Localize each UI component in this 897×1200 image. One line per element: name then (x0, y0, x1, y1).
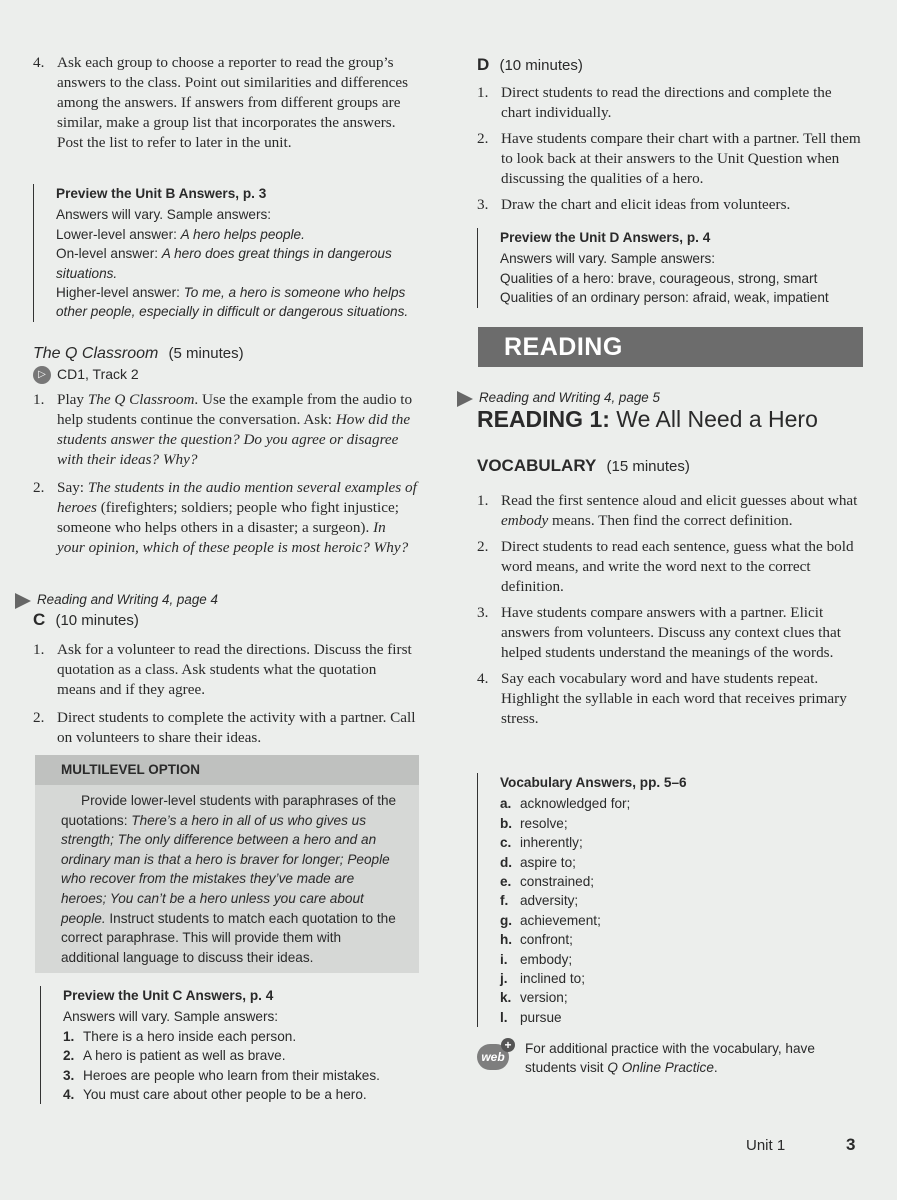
list-item: 1. Read the first sentence aloud and elicit guesses about what embody means. Then find the correct definition. (477, 492, 858, 529)
triangle-icon (15, 593, 31, 609)
list-item: 1. Play The Q Classroom. Use the example from the audio to help students continue the conversation. Ask: How did the students answer the question? Do you agree or disagree with their ideas? Why? (33, 391, 413, 468)
plus-icon: + (501, 1038, 515, 1052)
multilevel-body: Provide lower-level students with paraphrases of the quotations: There’s a hero in all of us who gives us strength; The only difference between a hero and an ordinary man is that a hero is braver for longer; People who recover from the mistakes they’ve made are heroes; You can’t be a hero unless you care about people. Instruct students to match each quotation to the correct paraphrase. This will provide them with additional language to discuss their ideas. (61, 793, 397, 965)
list-item: 3. Have students compare answers with a partner. Elicit answers from volunteers. Discuss any context clues that helped students understand the meanings of the words. (477, 604, 841, 661)
cd-audio-icon: ▷ (33, 366, 51, 384)
section-c-heading: C (10 minutes) (33, 610, 139, 629)
section-d-list (477, 83, 862, 220)
list-item: 1. Direct students to read the directions and complete the chart individually. (477, 84, 832, 121)
list-item: a. acknowledged for; (500, 796, 631, 812)
unit-label: Unit 1 (746, 1137, 786, 1154)
page-reference-reading: Reading and Writing 4, page 5 (457, 390, 660, 405)
q-classroom-heading: The Q Classroom (5 minutes) (33, 345, 244, 362)
list-item: g. achievement; (500, 912, 601, 928)
vocabulary-answers-title: Vocabulary Answers, pp. 5–6 (500, 775, 687, 790)
multilevel-title: MULTILEVEL OPTION (35, 755, 419, 785)
answer-line: On-level answer: A hero does great things in dangerous situations. (56, 246, 392, 281)
preview-c-list (63, 1027, 403, 1105)
vocabulary-answers-box (477, 773, 800, 1027)
section-c-list (33, 640, 417, 753)
list-item: 4. Say each vocabulary word and have students repeat. Highlight the syllable in each word that receives primary stress. (477, 670, 847, 727)
list-item: c. inherently; (500, 835, 583, 851)
vocabulary-heading: VOCABULARY (15 minutes) (477, 456, 690, 475)
list-item: 1. There is a hero inside each person. (63, 1028, 297, 1044)
preview-c-title: Preview the Unit C Answers, p. 4 (63, 988, 274, 1003)
list-item: 4. You must care about other people to be a hero. (63, 1087, 367, 1103)
list-item: b. resolve; (500, 815, 568, 831)
vocabulary-answers-list (500, 794, 800, 1027)
preview-b-title: Preview the Unit B Answers, p. 3 (56, 186, 267, 201)
list-item: 2. Have students compare their chart with a partner. Tell them to look back at their answers to the Unit Question when discussing the qualities of a hero. (477, 130, 861, 187)
web-icon: web (477, 1044, 509, 1070)
preview-c-box: Preview the Unit C Answers, p. 4 Answers will vary. Sample answers: 1. There is a hero inside each person. 2. A hero is patient as well as brave. 3. Heroes are people who learn from their mistakes. 4. You must care about other people to be a hero. (40, 986, 403, 1104)
reading-banner: READING (478, 327, 863, 367)
multilevel-option-box (35, 755, 419, 973)
list-item: 2. Direct students to complete the activity with a partner. Call on volunteers to share their ideas. (33, 709, 416, 746)
list-item: e. constrained; (500, 874, 595, 890)
preview-d-box: Preview the Unit D Answers, p. 4 Answers will vary. Sample answers: Qualities of a hero: brave, courageous, strong, smart Qualities of an ordinary person: afraid, weak, impatient (477, 228, 860, 308)
list-item: 3. Draw the chart and elicit ideas from volunteers. (477, 196, 791, 213)
page-number: 3 (846, 1135, 856, 1154)
list-item: 2. A hero is patient as well as brave. (63, 1048, 286, 1064)
preview-d-title: Preview the Unit D Answers, p. 4 (500, 230, 711, 245)
list-item: j. inclined to; (500, 971, 585, 987)
answer-line: Higher-level answer: To me, a hero is someone who helps other people, especially in difficult or dangerous situations. (56, 285, 409, 320)
list-item: 2. Direct students to read each sentence, guess what the bold word means, and write the word next to the correct definition. (477, 538, 854, 595)
section-d-heading: D (10 minutes) (477, 55, 583, 74)
list-item: 4. Ask each group to choose a reporter to read the group’s answers to the class. Point out similarities and differences among the answers. If answers from different groups are similar, make a group list that incorporates the answers. Post the list to refer to later in the unit. (33, 54, 409, 151)
list-item: f. adversity; (500, 893, 579, 909)
web-note: For additional practice with the vocabulary, have students visit Q Online Practice. (525, 1041, 815, 1076)
triangle-icon (457, 391, 473, 407)
list-item: l. pursue (500, 1009, 562, 1025)
reading-title: READING 1: We All Need a Hero (477, 406, 818, 432)
list-item: 2. Say: The students in the audio mention several examples of heroes (firefighters; soldiers; people who fight injustice; someone who helps others in a disaster; a surgeon). In your opinion, which of these people is most heroic? Why? (33, 479, 417, 556)
list-item: d. aspire to; (500, 854, 576, 870)
preview-b-box: Preview the Unit B Answers, p. 3 Answers will vary. Sample answers: Lower-level answer: A hero helps people. On-level answer: A hero does great things in dangerous situations. Higher-level answer: To me, a hero is someone who helps other people, especially in difficult or dangerous situations. (33, 184, 416, 322)
page-reference-c: Reading and Writing 4, page 4 (15, 592, 218, 607)
step-list-top (33, 53, 413, 158)
list-item: k. version; (500, 990, 568, 1006)
answer-line: Lower-level answer: A hero helps people. (56, 226, 305, 242)
list-item: 3. Heroes are people who learn from their mistakes. (63, 1067, 380, 1083)
list-item: 1. Ask for a volunteer to read the directions. Discuss the first quotation as a class. Ask students what the quotation means and if they agree. (33, 641, 412, 698)
q-classroom-list (33, 390, 417, 563)
list-item: i. embody; (500, 951, 573, 967)
cd-track: ▷ CD1, Track 2 (33, 366, 139, 384)
vocabulary-list (477, 491, 862, 734)
list-item: h. confront; (500, 932, 573, 948)
